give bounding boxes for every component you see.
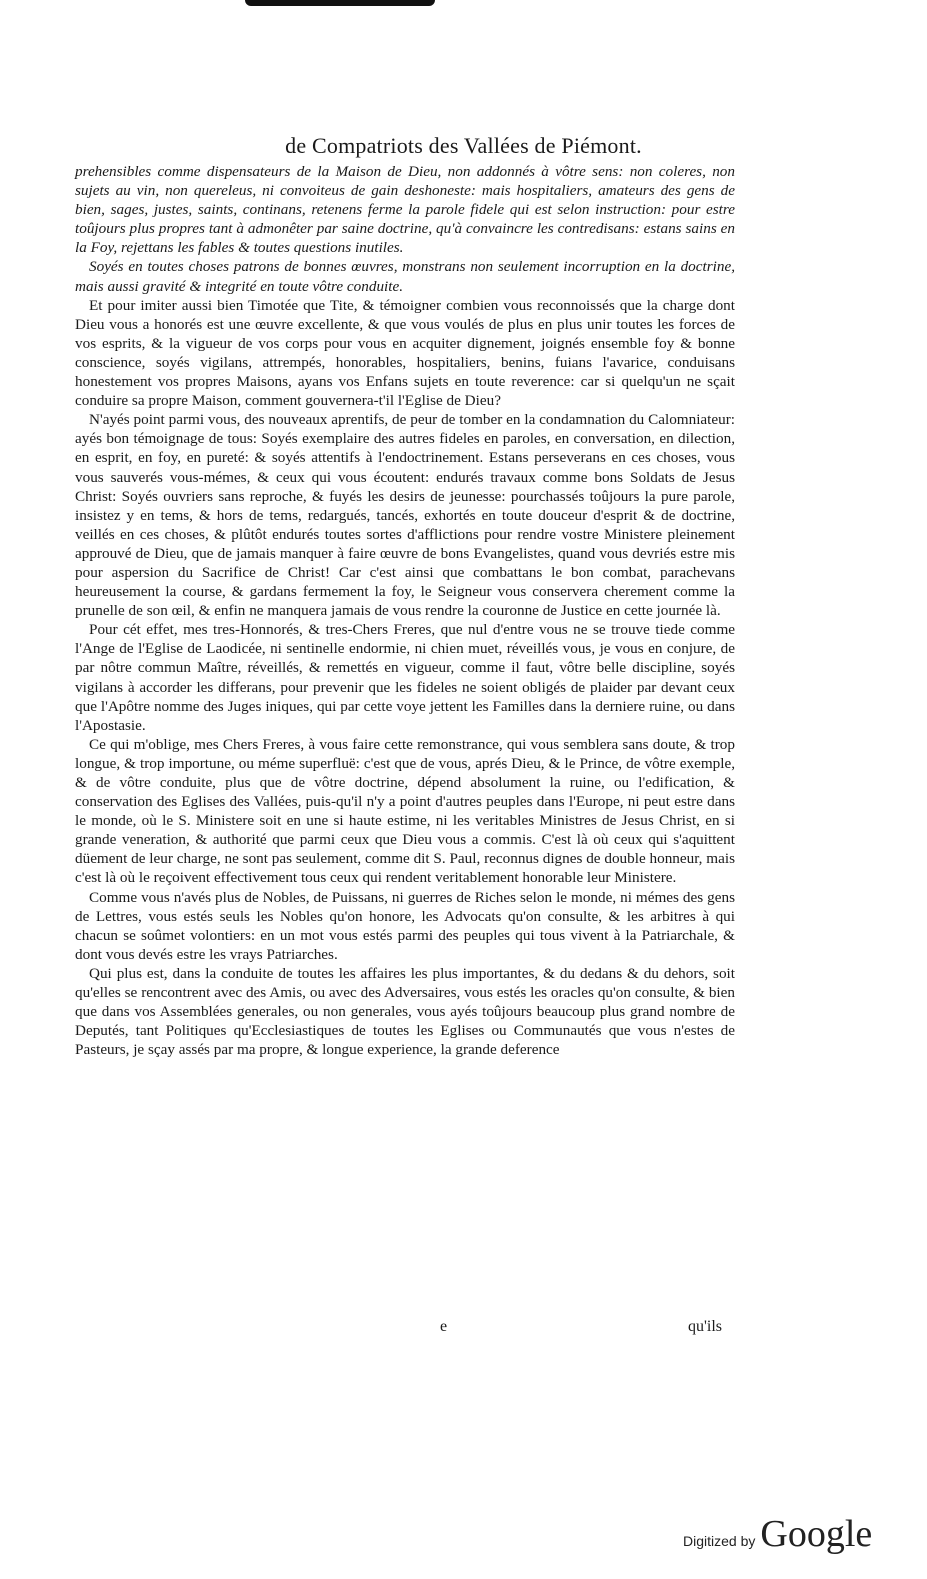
paragraph: prehensibles comme dispensateurs de la Maison de Dieu, non addonnés à vôtre sens: non coleres, non sujets au vin, non quereleus, ni convoiteus de gain deshoneste: mais hospitaliers, amateurs des gens de bien, sages, justes, saints, continans, retenens ferme la parole fidele qui est selon instruction: pour estre toûjours plus propres tant à admonêter par saine doctrine, qu'à convaincre les contredisans: estans sains en la Foy, rejettans les fables & toutes questions inutiles. — [75, 163, 735, 257]
page-heading: de Compatriots des Vallées de Piémont. — [285, 133, 642, 158]
paragraph: N'ayés point parmi vous, des nouveaux aprentifs, de peur de tomber en la condamnation du Calomniateur: ayés bon témoignage de tous: Soyés exemplaire des autres fideles en paroles, en conversation, en dilection, en esprit, en foy, en pureté: & soyés attentifs à l'endoctrinement. Estans perseverans en ces choses, vous vous sauverés vous-mémes, & ceux qui vous écoutent: endurés travaux comme bons Soldats de Jesus Christ: Soyés ouvriers sans reproche, & fuyés les desirs de jeunesse: pourchassés toûjours la pure parole, insistez y en tems, & hors de tems, redargués, tancés, exhortés en toute douceur d'esprit & de doctrine, veillés en ces choses, & plûtôt endurés toutes sortes d'afflictions pour rendre vostre Ministere pleinement approuvé de Dieu, que de jamais manquer à faire œuvre de bons Evangelistes, quand vous devriés estre mis pour aspersion du Sacrifice de Christ! Car c'est ainsi que combattans le bon combat, parachevans heureusement la course, & gardans fermement la foy, le Seigneur vous conservera cherement comme la prunelle de son œil, & enfin ne manquera jamais de vous rendre la couronne de Justice en cette journée là. — [75, 411, 735, 620]
paragraph: Pour cét effet, mes tres-Honnorés, & tres-Chers Freres, que nul d'entre vous ne se trouve tiede comme l'Ange de l'Eglise de Laodicée, ni sentinelle endormie, ni chien muet, réveillés vous, je vous en conjure, de par nôtre commun Maître, réveillés, & remettés en vigueur, comme il faut, vôtre belle discipline, soyés vigilans à accorder les differans, pour prevenir que les fideles ne soient obligés de plaider par devant ceux que l'Apôtre nomme des Juges iniques, qui par cette voye jettent les Familles dans la derniere ruine, ou dans l'Apostasie. — [75, 621, 735, 734]
digitized-label: Digitized by — [683, 1533, 756, 1549]
paragraph: Comme vous n'avés plus de Nobles, de Puissans, ni guerres de Riches selon le monde, ni mémes des gens de Lettres, vous estés seuls les Nobles qu'on honore, les Advocats qu'on consulte, & les arbitres à qui chacun se soûmet volontiers: en un mot vous estés parmi des peuples qui tous vivent à la Patriarchale, & dont vous devés estre les vrays Patriarches. — [75, 888, 735, 963]
catchword: qu'ils — [688, 1318, 722, 1335]
paragraph: Et pour imiter aussi bien Timotée que Tite, & témoigner combien vous reconnoissés que la charge dont Dieu vous a honorés est une œuvre excellente, & que vous voulés de plus en plus unir toutes les forces de vos esprits, & la vigueur de vos corps pour vous en acquiter dignement, joignés ensemble foy & bonne conscience, soyés vigilans, attrempés, honorables, hospitaliers, benins, fuians l'avarice, conduisans honestement vos propres Maisons, ayans vos Enfans sujets en toute reverence: car si quelqu'un ne sçait conduire sa propre Maison, comment gouvernera-t'il l'Eglise de Dieu? — [75, 296, 735, 410]
google-logo: Google — [760, 1513, 873, 1555]
top-ornament — [245, 0, 435, 6]
paragraph: Ce qui m'oblige, mes Chers Freres, à vous faire cette remonstrance, qui vous semblera sans doute, & trop longue, & trop importune, ou méme superfluë: c'est que de vous, aprés Dieu, & le Prince, de vôtre exemple, & de vôtre conduite, plus que de vôtre doctrine, dépend absolument la ruine, ou l'edification, & conservation des Eglises des Vallées, puis-qu'il n'y a point d'autres peuples dans l'Europe, ni peut estre dans le monde, où le S. Ministere soit en une si haute estime, ni les veritables Ministres de Jesus Christ, en si grande veneration, & authorité que parmi ceux que Dieu vous a commis. C'est là où ceux qui s'aquittent düement de leur charge, ne sont pas seulement, comme dit S. Paul, reconnus dignes de double honneur, mais c'est là où le reçoivent effectivement tous ceux qui rendent veritablement honorable leur Ministere. — [75, 735, 735, 887]
signature-mark: e — [440, 1318, 448, 1335]
paragraph: Soyés en toutes choses patrons de bonnes œuvres, monstrans non seulement incorruption en la doctrine, mais aussi gravité & integrité en toute vôtre conduite. — [75, 258, 735, 295]
body-text — [75, 162, 735, 1059]
google-watermark — [683, 1512, 872, 1562]
paragraph: Qui plus est, dans la conduite de toutes les affaires les plus importantes, & du dedans & du dehors, soit qu'elles se rencontrent avec des Amis, ou avec des Adversaires, vous estés les oracles qu'on consulte, & bien que dans vos Assemblées generales, ou non generales, vous ayés toûjours beaucoup plus grand nombre de Deputés, tant Politiques qu'Ecclesiastiques de toutes les Eglises ou Communautés que vous n'estes de Pasteurs, je sçay assés par ma propre, & longue experience, la grande deference — [75, 964, 735, 1059]
